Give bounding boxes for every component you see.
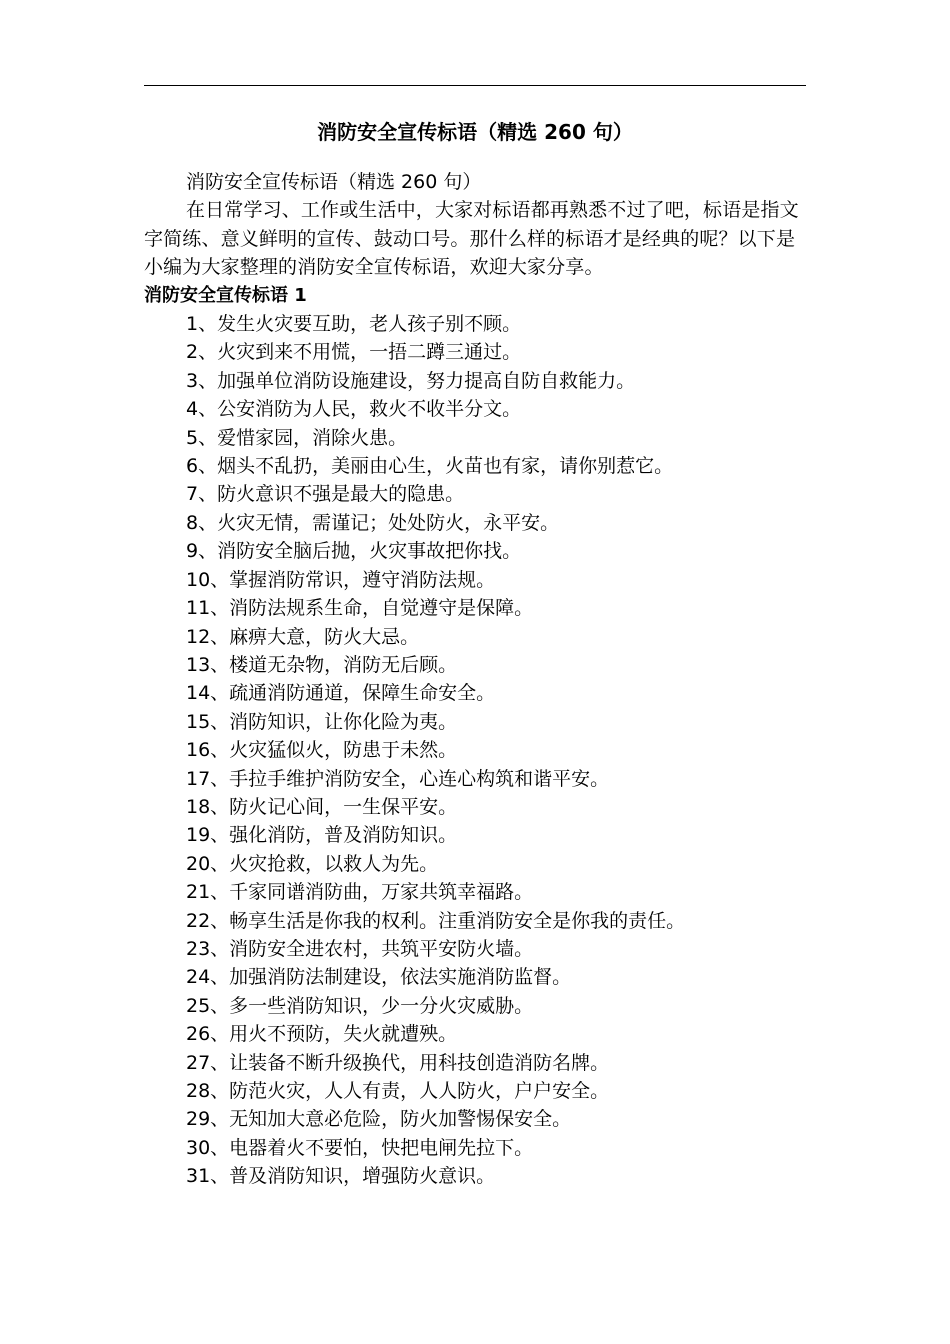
slogan-item: 5、爱惜家园，消除火患。 xyxy=(186,426,408,449)
slogan-item: 12、麻痹大意，防火大忌。 xyxy=(186,625,420,648)
slogan-item: 4、公安消防为人民，救火不收半分文。 xyxy=(186,398,522,421)
slogan-item: 3、加强单位消防设施建设，努力提高自防自救能力。 xyxy=(186,369,636,392)
slogan-item: 21、千家同谱消防曲，万家共筑幸福路。 xyxy=(186,881,534,904)
slogan-item: 9、消防安全脑后抛，火灾事故把你找。 xyxy=(186,540,522,563)
slogan-item: 17、手拉手维护消防安全，心连心构筑和谐平安。 xyxy=(186,767,610,790)
slogan-item: 25、多一些消防知识，少一分火灾威胁。 xyxy=(186,994,534,1017)
slogan-item: 24、加强消防法制建设，依法实施消防监督。 xyxy=(186,966,572,989)
slogan-item: 14、疏通消防通道，保障生命安全。 xyxy=(186,682,496,705)
slogan-item: 11、消防法规系生命，自觉遵守是保障。 xyxy=(186,597,534,620)
slogan-item: 23、消防安全进农村，共筑平安防火墙。 xyxy=(186,937,534,960)
slogan-item: 29、无知加大意必危险，防火加警惕保安全。 xyxy=(186,1108,572,1131)
slogan-item: 16、火灾猛似火，防患于未然。 xyxy=(186,739,458,762)
document-title: 消防安全宣传标语（精选 260 句） xyxy=(317,120,633,144)
slogan-item: 8、火灾无情，需谨记；处处防火，永平安。 xyxy=(186,511,560,534)
document-body xyxy=(144,115,806,1191)
slogan-item: 15、消防知识，让你化险为夷。 xyxy=(186,710,458,733)
document-subtitle: 消防安全宣传标语（精选 260 句） xyxy=(186,171,482,193)
slogan-item: 26、用火不预防，失火就遭殃。 xyxy=(186,1023,458,1046)
slogan-item: 19、强化消防，普及消防知识。 xyxy=(186,824,458,847)
slogan-item: 10、掌握消防常识，遵守消防法规。 xyxy=(186,568,496,591)
slogan-item: 6、烟头不乱扔，美丽由心生，火苗也有家，请你别惹它。 xyxy=(186,455,674,478)
slogan-item: 13、楼道无杂物，消防无后顾。 xyxy=(186,653,458,676)
header-rule xyxy=(144,85,806,86)
slogan-item: 18、防火记心间，一生保平安。 xyxy=(186,795,458,818)
intro-paragraph: 在日常学习、工作或生活中，大家对标语都再熟悉不过了吧，标语是指文字简练、意义鲜明的宣传、鼓动口号。那什么样的标语才是经典的呢？以下是小编为大家整理的消防安全宣传标语，欢迎大家分享。 xyxy=(144,199,799,279)
slogan-item: 2、火灾到来不用慌，一捂二蹲三通过。 xyxy=(186,341,522,364)
slogan-item: 31、普及消防知识，增强防火意识。 xyxy=(186,1165,496,1188)
slogan-list xyxy=(144,310,806,1191)
slogan-item: 1、发生火灾要互助，老人孩子别不顾。 xyxy=(186,313,522,336)
slogan-item: 20、火灾抢救，以救人为先。 xyxy=(186,852,439,875)
slogan-item: 28、防范火灾，人人有责，人人防火，户户安全。 xyxy=(186,1080,610,1102)
section-heading: 消防安全宣传标语 1 xyxy=(144,284,307,306)
slogan-item: 22、畅享生活是你我的权利。注重消防安全是你我的责任。 xyxy=(186,909,686,932)
slogan-item: 27、让装备不断升级换代，用科技创造消防名牌。 xyxy=(186,1051,610,1074)
slogan-item: 30、电器着火不要怕，快把电闸先拉下。 xyxy=(186,1136,534,1159)
slogan-item: 7、防火意识不强是最大的隐患。 xyxy=(186,483,465,506)
